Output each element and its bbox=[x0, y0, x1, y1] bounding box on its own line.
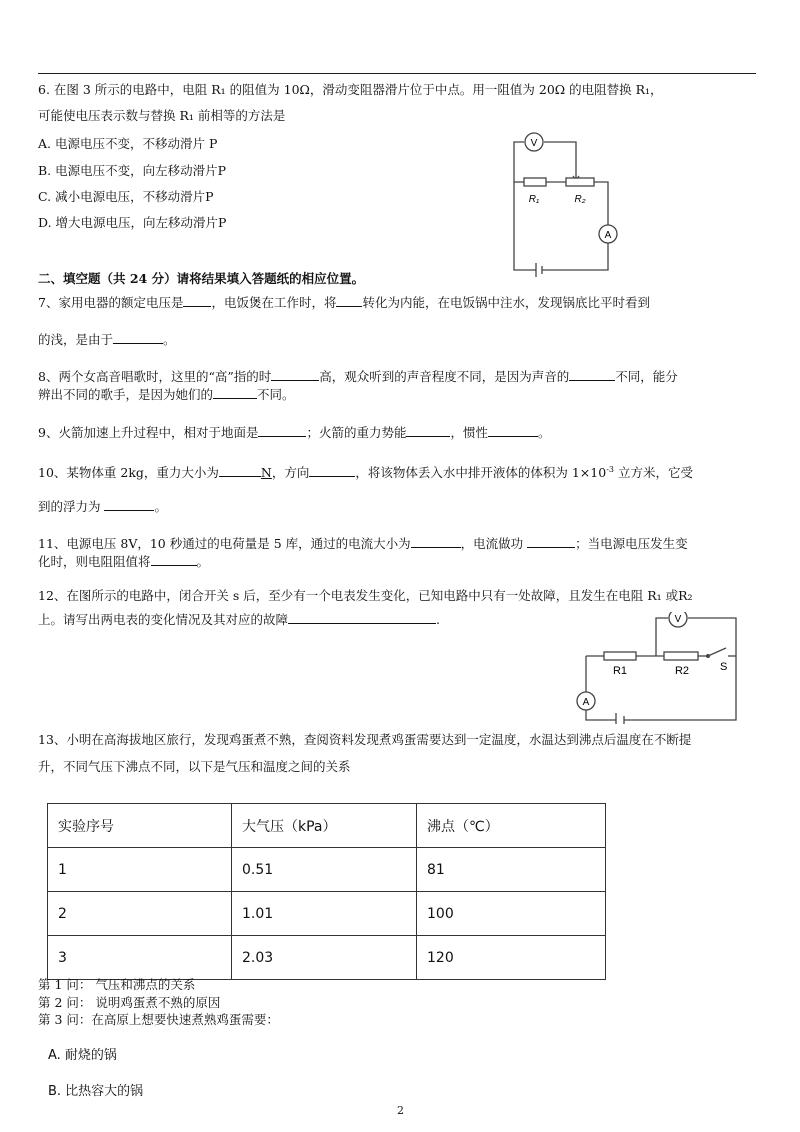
table-cell: 3 bbox=[48, 936, 232, 980]
table-cell: 1 bbox=[48, 848, 232, 892]
table-cell: 81 bbox=[417, 848, 606, 892]
q13-option-a: A. 耐烧的锅 bbox=[48, 1048, 117, 1063]
table-cell: 2 bbox=[48, 892, 232, 936]
q10-blank-1[interactable] bbox=[219, 463, 261, 477]
q12-resistor-r2 bbox=[664, 652, 698, 660]
q6-option-b: B. 电源电压不变，向左移动滑片P bbox=[38, 163, 227, 178]
rheostat-r2 bbox=[566, 178, 594, 186]
voltmeter-label: V bbox=[530, 138, 538, 149]
section-2-heading: 二、填空题（共 24 分）请将结果填入答题纸的相应位置。 bbox=[38, 271, 365, 286]
circuit-diagram-q12 bbox=[576, 612, 746, 724]
table-header-row bbox=[48, 804, 606, 848]
boiling-point-table bbox=[47, 803, 606, 980]
q11-line2: 化时，则电阻阻值将 。 bbox=[38, 554, 210, 569]
table-cell: 120 bbox=[417, 936, 606, 980]
q7-blank-2[interactable] bbox=[336, 293, 362, 307]
table-cell: 1.01 bbox=[232, 892, 417, 936]
q9-blank-1[interactable] bbox=[258, 423, 306, 437]
q7-line2: 的浅，是由于 。 bbox=[38, 332, 176, 347]
q8-line2: 辨出不同的歌手，是因为她们的 不同。 bbox=[38, 387, 295, 402]
q10-blank-2[interactable] bbox=[309, 463, 355, 477]
q13-line1: 13、小明在高海拔地区旅行，发现鸡蛋煮不熟，查阅资料发现煮鸡蛋需要达到一定温度，水温达到沸点后温度在不断提 bbox=[38, 732, 692, 747]
q7-blank-3[interactable] bbox=[113, 330, 163, 344]
q11-blank-1[interactable] bbox=[411, 534, 461, 548]
q12-r1-label: R1 bbox=[612, 665, 628, 677]
q13-sub-question-2: 第 2 问： 说明鸡蛋煮不熟的原因 bbox=[38, 995, 221, 1010]
q8-blank-3[interactable] bbox=[213, 385, 257, 399]
q7-line1: 7、家用电器的额定电压是 ，电饭煲在工作时，将 转化为内能，在电饭锅中注水，发现锅底比平时看到 bbox=[38, 295, 650, 310]
q8-blank-2[interactable] bbox=[569, 367, 615, 381]
ammeter-label: A bbox=[604, 230, 612, 241]
q10-line2: 到的浮力为 。 bbox=[38, 499, 167, 514]
q12-switch-label: S bbox=[720, 661, 728, 673]
q9-blank-2[interactable] bbox=[406, 423, 450, 437]
q8-line1: 8、两个女高音唱歌时，这里的“高”指的时 高，观众听到的声音程度不同，是因为声音的 不同，能分 bbox=[38, 369, 678, 384]
q12-voltmeter-label: V bbox=[674, 614, 682, 625]
q6-option-a: A. 电源电压不变，不移动滑片 P bbox=[38, 136, 218, 151]
q9-line: 9、火箭加速上升过程中，相对于地面是 ；火箭的重力势能 ，惯性 。 bbox=[38, 425, 551, 440]
q12-ammeter-label: A bbox=[582, 697, 590, 708]
q6-line2: 可能使电压表示数与替换 R₁ 前相等的方法是 bbox=[38, 108, 286, 123]
r1-label: R₁ bbox=[528, 194, 540, 205]
table-cell: 100 bbox=[417, 892, 606, 936]
q12-resistor-r1 bbox=[604, 652, 636, 660]
table-row bbox=[48, 848, 606, 892]
circuit-diagram-3 bbox=[500, 130, 630, 280]
q12-r2-label: R2 bbox=[674, 665, 690, 677]
page-number: 2 bbox=[397, 1104, 404, 1117]
table-header-cell: 大气压（kPa） bbox=[232, 804, 417, 848]
q11-blank-3[interactable] bbox=[151, 552, 197, 566]
q6-line1: 6. 在图 3 所示的电路中，电阻 R₁ 的阻值为 10Ω，滑动变阻器滑片位于中点。用一阻值为 20Ω 的电阻替换 R₁， bbox=[38, 82, 663, 97]
q13-sub-question-3: 第 3 问：在高原上想要快速煮熟鸡蛋需要： bbox=[38, 1012, 279, 1027]
resistor-r1 bbox=[524, 178, 546, 186]
table-row bbox=[48, 936, 606, 980]
table-row bbox=[48, 892, 606, 936]
q12-switch-icon bbox=[706, 654, 710, 658]
q11-blank-2[interactable] bbox=[527, 534, 575, 548]
table-header-cell: 实验序号 bbox=[48, 804, 232, 848]
q6-option-c: C. 减小电源电压，不移动滑片P bbox=[38, 189, 214, 204]
q8-blank-1[interactable] bbox=[271, 367, 319, 381]
q13-line2: 升，不同气压下沸点不同，以下是气压和温度之间的关系 bbox=[38, 759, 351, 774]
q12-battery-icon bbox=[616, 713, 624, 724]
q6-option-d: D. 增大电源电压，向左移动滑片P bbox=[38, 215, 227, 230]
table-header-cell: 沸点（℃） bbox=[417, 804, 606, 848]
q13-option-b: B. 比热容大的锅 bbox=[48, 1084, 144, 1099]
q10-line1: 10、某物体重 2kg，重力大小为 N，方向 ，将该物体丢入水中排开液体的体积为 $1\times 10^{-3}$ 立方米，它受 bbox=[38, 465, 693, 481]
q12-line2: 上。请写出两电表的变化情况及其对应的故障 . bbox=[38, 612, 440, 627]
table-cell: 2.03 bbox=[232, 936, 417, 980]
q11-line1: 11、电源电压 8V，10 秒通过的电荷量是 5 库，通过的电流大小为 ，电流做功 ；当电源电压发生变 bbox=[38, 536, 688, 551]
q7-blank-1[interactable] bbox=[183, 293, 211, 307]
q12-line1: 12、在图所示的电路中，闭合开关 s 后，至少有一个电表发生变化，已知电路中只有一处故障，且发生在电阻 R₁ 或R₂ bbox=[38, 588, 693, 603]
q10-blank-3[interactable] bbox=[104, 497, 154, 511]
q9-blank-3[interactable] bbox=[488, 423, 538, 437]
q12-blank[interactable] bbox=[288, 610, 436, 624]
table-cell: 0.51 bbox=[232, 848, 417, 892]
q13-sub-question-1: 第 1 问： 气压和沸点的关系 bbox=[38, 977, 196, 992]
r2-label: R₂ bbox=[574, 194, 586, 205]
header-rule bbox=[38, 73, 756, 74]
